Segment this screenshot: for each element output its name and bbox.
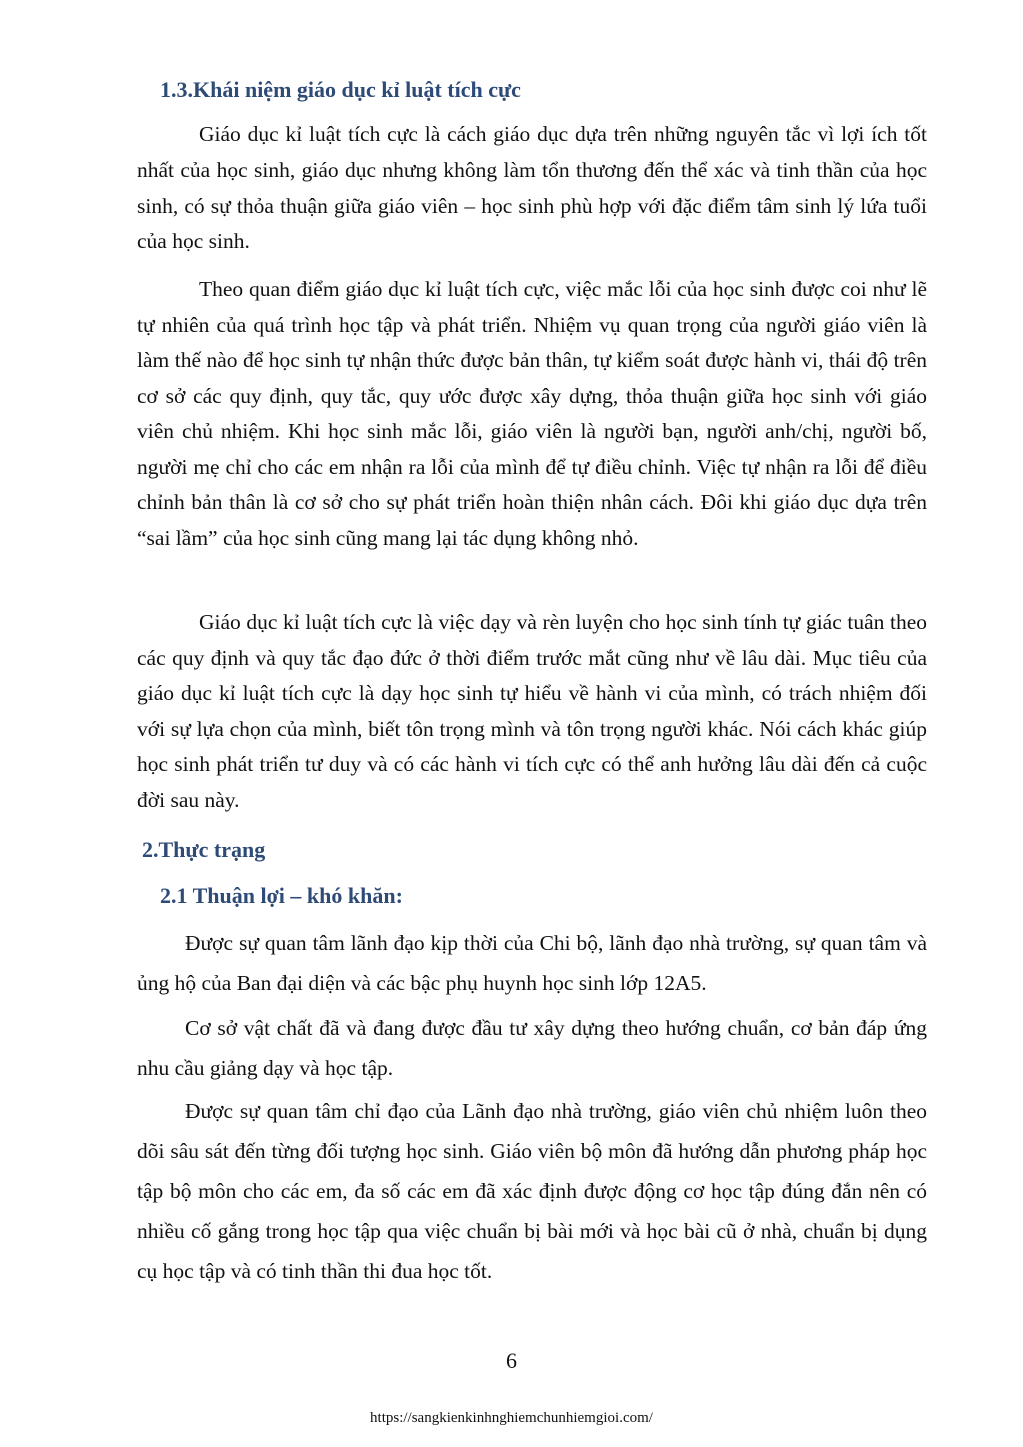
footer-url: https://sangkienkinhnghiemchunhiemgioi.com/ <box>370 1410 653 1426</box>
page-number: 6 <box>506 1348 517 1373</box>
section-heading-2: 2.Thực trạng <box>142 837 266 862</box>
section-heading-2-1: 2.1 Thuận lợi – khó khăn: <box>160 883 403 908</box>
paragraph-viewpoint: Theo quan điểm giáo dục kỉ luật tích cực, việc mắc lỗi của học sinh được coi như lẽ tự nhiên của quá trình học tập và phát triển. Nhiệm vụ quan trọng của người giáo viên là làm thế nào để học sinh tự nhận thức được bản thân, tự kiểm soát được hành vi, thái độ trên cơ sở các quy định, quy tắc, quy ước được xây dựng, thỏa thuận giữa học sinh với giáo viên chủ nhiệm. Khi học sinh mắc lỗi, giáo viên là người bạn, người anh/chị, người bố, người mẹ chỉ cho các em nhận ra lỗi của mình để tự điều chỉnh. Việc tự nhận ra lỗi để điều chỉnh bản thân là cơ sở cho sự phát triển hoàn thiện nhân cách. Đôi khi giáo dục dựa trên “sai lầm” của học sinh cũng mang lại tác dụng không nhỏ. <box>137 277 927 550</box>
paragraph-objective: Giáo dục kỉ luật tích cực là việc dạy và rèn luyện cho học sinh tính tự giác tuân theo các quy định và quy tắc đạo đức ở thời điểm trước mắt cũng như về lâu dài. Mục tiêu của giáo dục kỉ luật tích cực là dạy học sinh tự hiểu về hành vi của mình, có trách nhiệm đối với sự lựa chọn của mình, biết tôn trọng mình và tôn trọng người khác. Nói cách khác giúp học sinh phát triển tư duy và có các hành vi tích cực có thể anh hưởng lâu dài đến cả cuộc đời sau này. <box>137 610 927 812</box>
paragraph-facilities: Cơ sở vật chất đã và đang được đầu tư xây dựng theo hướng chuẩn, cơ bản đáp ứng nhu cầu giảng dạy và học tập. <box>137 1016 927 1080</box>
section-heading-1-3: 1.3.Khái niệm giáo dục kỉ luật tích cực <box>160 77 521 102</box>
paragraph-support: Được sự quan tâm lãnh đạo kịp thời của Chi bộ, lãnh đạo nhà trường, sự quan tâm và ủng hộ của Ban đại diện và các bậc phụ huynh học sinh lớp 12A5. <box>137 931 927 995</box>
paragraph-guidance: Được sự quan tâm chỉ đạo của Lãnh đạo nhà trường, giáo viên chủ nhiệm luôn theo dõi sâu sát đến từng đối tượng học sinh. Giáo viên bộ môn đã hướng dẫn phương pháp học tập bộ môn cho các em, đa số các em đã xác định được động cơ học tập đúng đắn nên có nhiều cố gắng trong học tập qua việc chuẩn bị bài mới và học bài cũ ở nhà, chuẩn bị dụng cụ học tập và có tinh thần thi đua học tốt. <box>137 1099 927 1283</box>
paragraph-definition: Giáo dục kỉ luật tích cực là cách giáo dục dựa trên những nguyên tắc vì lợi ích tốt nhất của học sinh, giáo dục nhưng không làm tổn thương đến thể xác và tinh thần của học sinh, có sự thỏa thuận giữa giáo viên – học sinh phù hợp với đặc điểm tâm sinh lý lứa tuổi của học sinh. <box>137 122 927 254</box>
